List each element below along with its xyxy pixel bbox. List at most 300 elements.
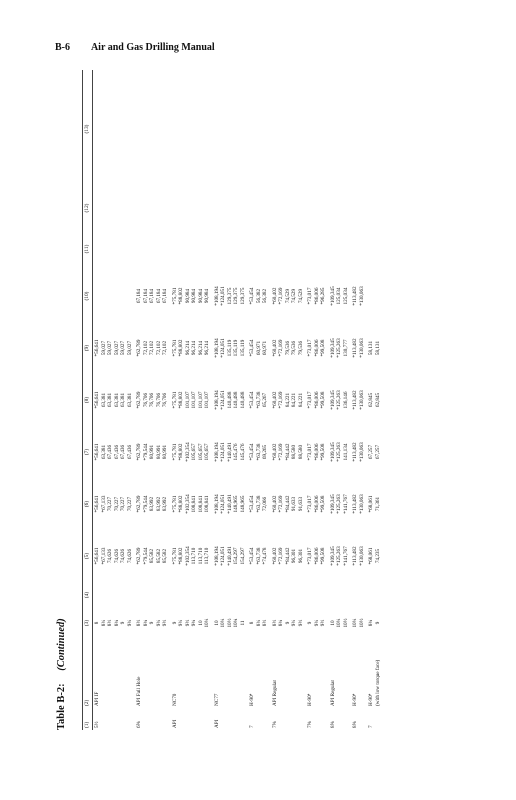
table-cell: *62,789 bbox=[136, 339, 143, 357]
table-cell: *109,345 bbox=[329, 494, 336, 514]
table-cell bbox=[375, 270, 382, 322]
table-cell: *130,063 bbox=[358, 286, 365, 306]
table-cell: 9½ bbox=[184, 619, 191, 627]
table-cell: 96,214 bbox=[197, 340, 204, 356]
table-cell: 113,710 bbox=[197, 547, 204, 565]
table-cell bbox=[375, 70, 382, 188]
table-cell: *56,641 bbox=[94, 547, 101, 565]
table-cell: *53,454 bbox=[249, 391, 256, 409]
table-cell: 84,221 bbox=[291, 392, 298, 408]
table-cell: *140,491 bbox=[226, 546, 233, 566]
table-cell: *109,345 bbox=[329, 338, 336, 358]
table-cell: *73,017 bbox=[307, 339, 314, 357]
table-cell: *140,491 bbox=[226, 442, 233, 462]
table-cell: 8¼ bbox=[100, 619, 107, 627]
table-cell: 63,381 bbox=[100, 392, 107, 408]
table-body bbox=[94, 70, 381, 730]
table-cell: API Regular bbox=[271, 679, 278, 706]
table-cell: 90,984 bbox=[204, 288, 211, 304]
column-header: (10) bbox=[84, 291, 90, 301]
table-cell: 140,488 bbox=[233, 391, 240, 409]
table-cell: 83,992 bbox=[149, 496, 156, 512]
table-cell: *125,263 bbox=[336, 390, 343, 410]
table-cell: 58,131 bbox=[374, 340, 381, 356]
table-cell: 63,381 bbox=[120, 392, 127, 408]
table-cell: *72,169 bbox=[278, 495, 285, 513]
table-cell: *109,345 bbox=[329, 286, 336, 306]
table-cell: *53,454 bbox=[249, 547, 256, 565]
table-cell: *86,006 bbox=[313, 391, 320, 409]
column-header: (13) bbox=[84, 124, 90, 134]
table-cell: 7 bbox=[249, 725, 256, 728]
table-cell: 76,706 bbox=[155, 392, 162, 408]
table-cell: *113,482 bbox=[352, 442, 359, 462]
table-cell: *88,802 bbox=[178, 495, 185, 513]
table-cell: *67,133 bbox=[100, 495, 107, 513]
table-cell: 9½ bbox=[162, 619, 169, 627]
table-cell: 9½ bbox=[320, 619, 327, 627]
table-cell: 8⅝ bbox=[352, 721, 359, 728]
table-cell: 91,633 bbox=[297, 496, 304, 512]
column-header: (3) bbox=[84, 619, 90, 627]
table-cell: NC77 bbox=[213, 693, 220, 706]
table-cell: 63,381 bbox=[126, 392, 133, 408]
table-cell: *56,641 bbox=[94, 339, 101, 357]
table-cell: 72,102 bbox=[149, 340, 156, 356]
table-cell: 9 bbox=[120, 621, 127, 625]
column-header: (11) bbox=[84, 244, 90, 254]
table-cell: 8½ bbox=[136, 619, 143, 627]
table-cell: *56,641 bbox=[94, 495, 101, 513]
table-cell: *99,508 bbox=[320, 547, 327, 565]
table-cell: *88,802 bbox=[178, 339, 185, 357]
table-cell: *60,402 bbox=[271, 287, 278, 305]
table-cell: *109,345 bbox=[329, 442, 336, 462]
table-cell: *86,006 bbox=[313, 287, 320, 305]
table-cell: 96,214 bbox=[184, 340, 191, 356]
table-cell: 10½ bbox=[226, 618, 233, 628]
column-header: (2) bbox=[84, 699, 90, 706]
table-cell: 67,184 bbox=[149, 288, 156, 304]
table-cell: 145,476 bbox=[239, 443, 246, 461]
table-cell: 148,965 bbox=[239, 495, 246, 513]
table-cell: 67,436 bbox=[126, 444, 133, 460]
table-cell: 7 bbox=[368, 725, 375, 728]
table-cell: 129,375 bbox=[239, 287, 246, 305]
table-cell: 7⅝ bbox=[271, 721, 278, 728]
table-cell: *53,454 bbox=[249, 287, 256, 305]
table-cell: 56,382 bbox=[262, 288, 269, 304]
table-cell: *113,482 bbox=[352, 390, 359, 410]
table-cell: *75,781 bbox=[171, 443, 178, 461]
table-cell: 72,102 bbox=[142, 340, 149, 356]
table-cell: 62,845 bbox=[368, 392, 375, 408]
table-cell: H-90⁴ bbox=[352, 693, 359, 706]
table-cell: 145,476 bbox=[233, 443, 240, 461]
table-cell: 9¼ bbox=[291, 619, 298, 627]
table-cell: *75,781 bbox=[171, 391, 178, 409]
table-cell: 74,626 bbox=[107, 548, 114, 564]
table-cell: *108,194 bbox=[213, 494, 220, 514]
table-cell: 8½ bbox=[107, 619, 114, 627]
column-header: (6) bbox=[84, 500, 90, 508]
table-cell: *68,061 bbox=[368, 547, 375, 565]
table-cell: *102,354 bbox=[184, 546, 191, 566]
table-cell: 9¼ bbox=[178, 619, 185, 627]
table-cell: 10 bbox=[197, 620, 204, 626]
table-cell: 141,134 bbox=[342, 443, 349, 461]
table-cell: *63,738 bbox=[255, 391, 262, 409]
table-cell: *130,063 bbox=[358, 338, 365, 358]
table-cell: 74,529 bbox=[284, 288, 291, 304]
table-cell: 84,221 bbox=[297, 392, 304, 408]
page-number: B-6 bbox=[55, 42, 70, 53]
table-cell: 9 bbox=[171, 621, 178, 625]
table-cell: 8¼ bbox=[255, 619, 262, 627]
table-cell: *84,442 bbox=[284, 495, 291, 513]
table-cell: *62,789 bbox=[136, 547, 143, 565]
table-cell: 10½ bbox=[342, 618, 349, 628]
table-cell: *63,738 bbox=[255, 495, 262, 513]
table-cell: *88,802 bbox=[178, 391, 185, 409]
table-cell: 129,375 bbox=[233, 287, 240, 305]
table-cell: 9¾ bbox=[191, 619, 198, 627]
table-cell: 72,066 bbox=[262, 496, 269, 512]
table-cell: *99,508 bbox=[320, 391, 327, 409]
table-cell: 85,582 bbox=[149, 548, 156, 564]
table-cell: API bbox=[171, 719, 178, 728]
table-cell: *56,641 bbox=[94, 443, 101, 461]
table-cell: 70,227 bbox=[113, 496, 120, 512]
table-cell: 79,536 bbox=[291, 340, 298, 356]
table-cell: *86,006 bbox=[313, 495, 320, 513]
table-cell: 96,214 bbox=[191, 340, 198, 356]
table-cell: 83,992 bbox=[155, 496, 162, 512]
table-cell: *124,051 bbox=[220, 286, 227, 306]
table-row bbox=[375, 70, 382, 730]
table-cell: 105,657 bbox=[204, 443, 211, 461]
table-cell: 67,184 bbox=[136, 288, 143, 304]
table-cell: 10¾ bbox=[233, 618, 240, 628]
table-cell: 79,536 bbox=[297, 340, 304, 356]
table-cell: 90,984 bbox=[184, 288, 191, 304]
table-cell: *73,017 bbox=[307, 443, 314, 461]
table-cell: 83,992 bbox=[162, 496, 169, 512]
table-cell: *56,641 bbox=[94, 391, 101, 409]
table-cell: *113,482 bbox=[352, 286, 359, 306]
table-cell: 70,227 bbox=[120, 496, 127, 512]
table-cell bbox=[375, 228, 382, 270]
table-cell: 74,529 bbox=[291, 288, 298, 304]
table-cell: *109,345 bbox=[329, 390, 336, 410]
table-cell: 10 bbox=[213, 620, 220, 626]
table-cell: *63,738 bbox=[255, 443, 262, 461]
table-cell: 74,529 bbox=[297, 288, 304, 304]
table-cell: *125,263 bbox=[336, 494, 343, 514]
table-cell: 154,297 bbox=[239, 547, 246, 565]
table-cell: *74,478 bbox=[262, 547, 269, 565]
table-cell: 69,265 bbox=[262, 444, 269, 460]
table-cell: *79,544 bbox=[142, 495, 149, 513]
table-cell: 67,184 bbox=[155, 288, 162, 304]
table-cell: 125,034 bbox=[342, 287, 349, 305]
table-cell: 9¼ bbox=[155, 619, 162, 627]
table-cell: 85,582 bbox=[155, 548, 162, 564]
page-header bbox=[55, 42, 215, 53]
table-cell: 129,375 bbox=[226, 287, 233, 305]
table-cell: 67,436 bbox=[113, 444, 120, 460]
table-cell: *113,482 bbox=[352, 546, 359, 566]
table-cell: *124,051 bbox=[220, 546, 227, 566]
table-cell: *124,051 bbox=[220, 390, 227, 410]
table-cell: 125,034 bbox=[336, 287, 343, 305]
table-cell: NC70 bbox=[171, 693, 178, 706]
table-cell: 10¼ bbox=[204, 618, 211, 628]
table-cell: *125,263 bbox=[336, 442, 343, 462]
table-cell: 154,297 bbox=[233, 547, 240, 565]
table-cell: 135,119 bbox=[233, 339, 240, 357]
table-cell: 140,488 bbox=[239, 391, 246, 409]
table-cell: *88,802 bbox=[178, 547, 185, 565]
table-cell: *60,402 bbox=[271, 443, 278, 461]
table-cell: *60,402 bbox=[271, 339, 278, 357]
table-cell: H-90⁴ bbox=[307, 693, 314, 706]
table-cell: *75,781 bbox=[171, 339, 178, 357]
table-cell: 113,710 bbox=[204, 547, 211, 565]
table-cell: 59,027 bbox=[107, 340, 114, 356]
table-cell: 65,267 bbox=[262, 392, 269, 408]
table-cell: *99,508 bbox=[320, 443, 327, 461]
table-cell: 96,301 bbox=[297, 548, 304, 564]
table-cell: *141,767 bbox=[342, 546, 349, 566]
table-cell: 9½ bbox=[297, 619, 304, 627]
table-cell: *113,482 bbox=[352, 338, 359, 358]
table-cell: 148,965 bbox=[233, 495, 240, 513]
table-cell: API bbox=[213, 719, 220, 728]
table-cell bbox=[375, 188, 382, 228]
table-caption bbox=[56, 618, 67, 730]
table-cell: 76,706 bbox=[142, 392, 149, 408]
table-cell: *86,006 bbox=[313, 443, 320, 461]
table-cell: 101,107 bbox=[204, 391, 211, 409]
table-cell: 70,227 bbox=[126, 496, 133, 512]
table-cell: *84,442 bbox=[284, 547, 291, 565]
table-cell: 8⅝ bbox=[329, 721, 336, 728]
table-cell: 60,971 bbox=[262, 340, 269, 356]
book-title: Air and Gas Drilling Manual bbox=[90, 42, 215, 53]
table-cell: 11 bbox=[239, 620, 246, 626]
table-cell: 67,257 bbox=[374, 444, 381, 460]
table-cell: *108,194 bbox=[213, 390, 220, 410]
table-cell: 140,488 bbox=[226, 391, 233, 409]
table-cell: 101,107 bbox=[197, 391, 204, 409]
table-cell: 10¼ bbox=[352, 618, 359, 628]
table-cell: 8¾ bbox=[278, 619, 285, 627]
rotated-table-area bbox=[56, 70, 456, 730]
table-cell: 90,984 bbox=[197, 288, 204, 304]
table-cell: *62,789 bbox=[136, 391, 143, 409]
column-header-row bbox=[84, 70, 93, 730]
table-cell: 70,227 bbox=[107, 496, 114, 512]
table-cell: 5½ bbox=[94, 721, 101, 728]
table-cell: *53,454 bbox=[249, 339, 256, 357]
table-cell: 113,710 bbox=[191, 547, 198, 565]
table-cell: *102,354 bbox=[184, 494, 191, 514]
table-cell: *99,508 bbox=[320, 495, 327, 513]
table-cell: 74,235 bbox=[374, 548, 381, 564]
table-cell: 56,382 bbox=[255, 288, 262, 304]
table-cell: *108,194 bbox=[213, 442, 220, 462]
table-cell: API Full Hole bbox=[136, 676, 143, 706]
table-cell: *79,544 bbox=[142, 443, 149, 461]
table-cell: *125,263 bbox=[336, 338, 343, 358]
table-cell: 58,131 bbox=[368, 340, 375, 356]
table-cell: H-90⁴ bbox=[368, 693, 375, 706]
table-cell: 135,119 bbox=[226, 339, 233, 357]
table-cell: *53,454 bbox=[249, 495, 256, 513]
table-cell: *67,133 bbox=[100, 547, 107, 565]
table-cell: *108,194 bbox=[213, 338, 220, 358]
table-cell: 8¾ bbox=[142, 619, 149, 627]
table-cell: 67,436 bbox=[120, 444, 127, 460]
table-cell: *84,442 bbox=[284, 443, 291, 461]
table-cell: 9¼ bbox=[126, 619, 133, 627]
table-cell: 74,626 bbox=[120, 548, 127, 564]
table-cell: 136,146 bbox=[342, 391, 349, 409]
table-cell: 80,991 bbox=[149, 444, 156, 460]
table-cell: 59,027 bbox=[120, 340, 127, 356]
table-cell: 62,845 bbox=[374, 392, 381, 408]
table-cell: *72,169 bbox=[278, 339, 285, 357]
table-cell: *130,063 bbox=[358, 442, 365, 462]
table-cell: 9 bbox=[374, 621, 381, 625]
table-cell: 74,626 bbox=[113, 548, 120, 564]
table-cell: 8 bbox=[249, 621, 256, 625]
table-cell: 72,102 bbox=[162, 340, 169, 356]
table-cell: 108,841 bbox=[204, 495, 211, 513]
table-cell: 59,027 bbox=[100, 340, 107, 356]
table-cell: 9 bbox=[307, 621, 314, 625]
table-cell: 88,580 bbox=[297, 444, 304, 460]
table-cell: 101,107 bbox=[184, 391, 191, 409]
table-cell: *96,285 bbox=[320, 287, 327, 305]
table-cell: 72,102 bbox=[155, 340, 162, 356]
table-cell: *130,063 bbox=[358, 546, 365, 566]
table-cell: *86,006 bbox=[313, 339, 320, 357]
table-cell: *86,006 bbox=[313, 547, 320, 565]
table-cell: 8¾ bbox=[368, 619, 375, 627]
table-cell: 10½ bbox=[358, 618, 365, 628]
table-cell: *72,169 bbox=[278, 391, 285, 409]
table-cell: 6⅝ bbox=[136, 721, 143, 728]
table-cell: 9 bbox=[284, 621, 291, 625]
table-cell: 59,027 bbox=[113, 340, 120, 356]
table-cell: 105,657 bbox=[197, 443, 204, 461]
table-cell: *124,051 bbox=[220, 338, 227, 358]
column-header: (5) bbox=[84, 552, 90, 560]
table-cell: *109,345 bbox=[329, 546, 336, 566]
table-cell: *73,017 bbox=[307, 391, 314, 409]
table-cell: API Regular bbox=[329, 679, 336, 706]
table-cell: 96,214 bbox=[204, 340, 211, 356]
table-cell: *108,194 bbox=[213, 546, 220, 566]
table-cell: *60,402 bbox=[271, 495, 278, 513]
table-cell: 90,984 bbox=[191, 288, 198, 304]
table-cell: *75,781 bbox=[171, 287, 178, 305]
table-cell: 105,657 bbox=[191, 443, 198, 461]
table-cell: *113,482 bbox=[352, 494, 359, 514]
table-cell: 80,991 bbox=[155, 444, 162, 460]
table-cell: 7⅝ bbox=[307, 721, 314, 728]
table-cell: 108,841 bbox=[191, 495, 198, 513]
table-cell: *88,802 bbox=[178, 287, 185, 305]
data-table bbox=[82, 70, 381, 730]
table-cell: 9¼ bbox=[313, 619, 320, 627]
table-cell: *130,063 bbox=[358, 494, 365, 514]
table-cell: 80,991 bbox=[162, 444, 169, 460]
table-cell: 85,582 bbox=[162, 548, 169, 564]
table-cell: *130,063 bbox=[358, 390, 365, 410]
table-cell: 10 bbox=[329, 620, 336, 626]
table-cell: 8¾ bbox=[113, 619, 120, 627]
table-cell: *125,263 bbox=[336, 546, 343, 566]
table-cell bbox=[375, 708, 382, 730]
table-cell: *124,051 bbox=[220, 494, 227, 514]
table-cell: *140,491 bbox=[226, 494, 233, 514]
table-cell: *60,402 bbox=[271, 547, 278, 565]
table-cell: *75,781 bbox=[171, 495, 178, 513]
table-cell: 59,027 bbox=[126, 340, 133, 356]
table-cell: 67,436 bbox=[107, 444, 114, 460]
column-header: (1) bbox=[84, 721, 90, 728]
table-cell: 74,626 bbox=[126, 548, 133, 564]
table-label: Table B-2: bbox=[56, 683, 67, 730]
table-cell: 67,257 bbox=[368, 444, 375, 460]
table-cell: *79,544 bbox=[142, 547, 149, 565]
column-header: (8) bbox=[84, 396, 90, 404]
table-cell: 101,107 bbox=[191, 391, 198, 409]
table-cell: 8 bbox=[94, 621, 101, 625]
table-cell: *72,169 bbox=[278, 547, 285, 565]
table-cell: *62,789 bbox=[136, 495, 143, 513]
column-header: (4) bbox=[84, 591, 90, 599]
table-cell: 9 bbox=[149, 621, 156, 625]
column-header: (7) bbox=[84, 448, 90, 456]
table-cell: 84,221 bbox=[284, 392, 291, 408]
table-cell: 8½ bbox=[262, 619, 269, 627]
column-header: (9) bbox=[84, 344, 90, 352]
table-cell: *72,169 bbox=[278, 443, 285, 461]
table-cell: *75,781 bbox=[171, 547, 178, 565]
table-cell: 63,381 bbox=[107, 392, 114, 408]
table-cell: *73,017 bbox=[307, 495, 314, 513]
table-cell: (with low torque face) bbox=[374, 659, 381, 706]
table-cell: 67,184 bbox=[162, 288, 169, 304]
table-cell: 60,971 bbox=[255, 340, 262, 356]
table-cell: *63,738 bbox=[255, 547, 262, 565]
table-subcaption: (Continued) bbox=[56, 618, 67, 671]
table-cell: 67,184 bbox=[142, 288, 149, 304]
table-cell: API IF bbox=[94, 691, 101, 706]
table-cell: *88,802 bbox=[178, 443, 185, 461]
table-cell: *62,789 bbox=[136, 443, 143, 461]
table-cell: 71,361 bbox=[374, 496, 381, 512]
table-cell: H-90⁴ bbox=[249, 693, 256, 706]
table-cell: 10¼ bbox=[336, 618, 343, 628]
table-cell: *102,354 bbox=[184, 442, 191, 462]
table-cell: 76,706 bbox=[162, 392, 169, 408]
table-cell: 10¼ bbox=[220, 618, 227, 628]
